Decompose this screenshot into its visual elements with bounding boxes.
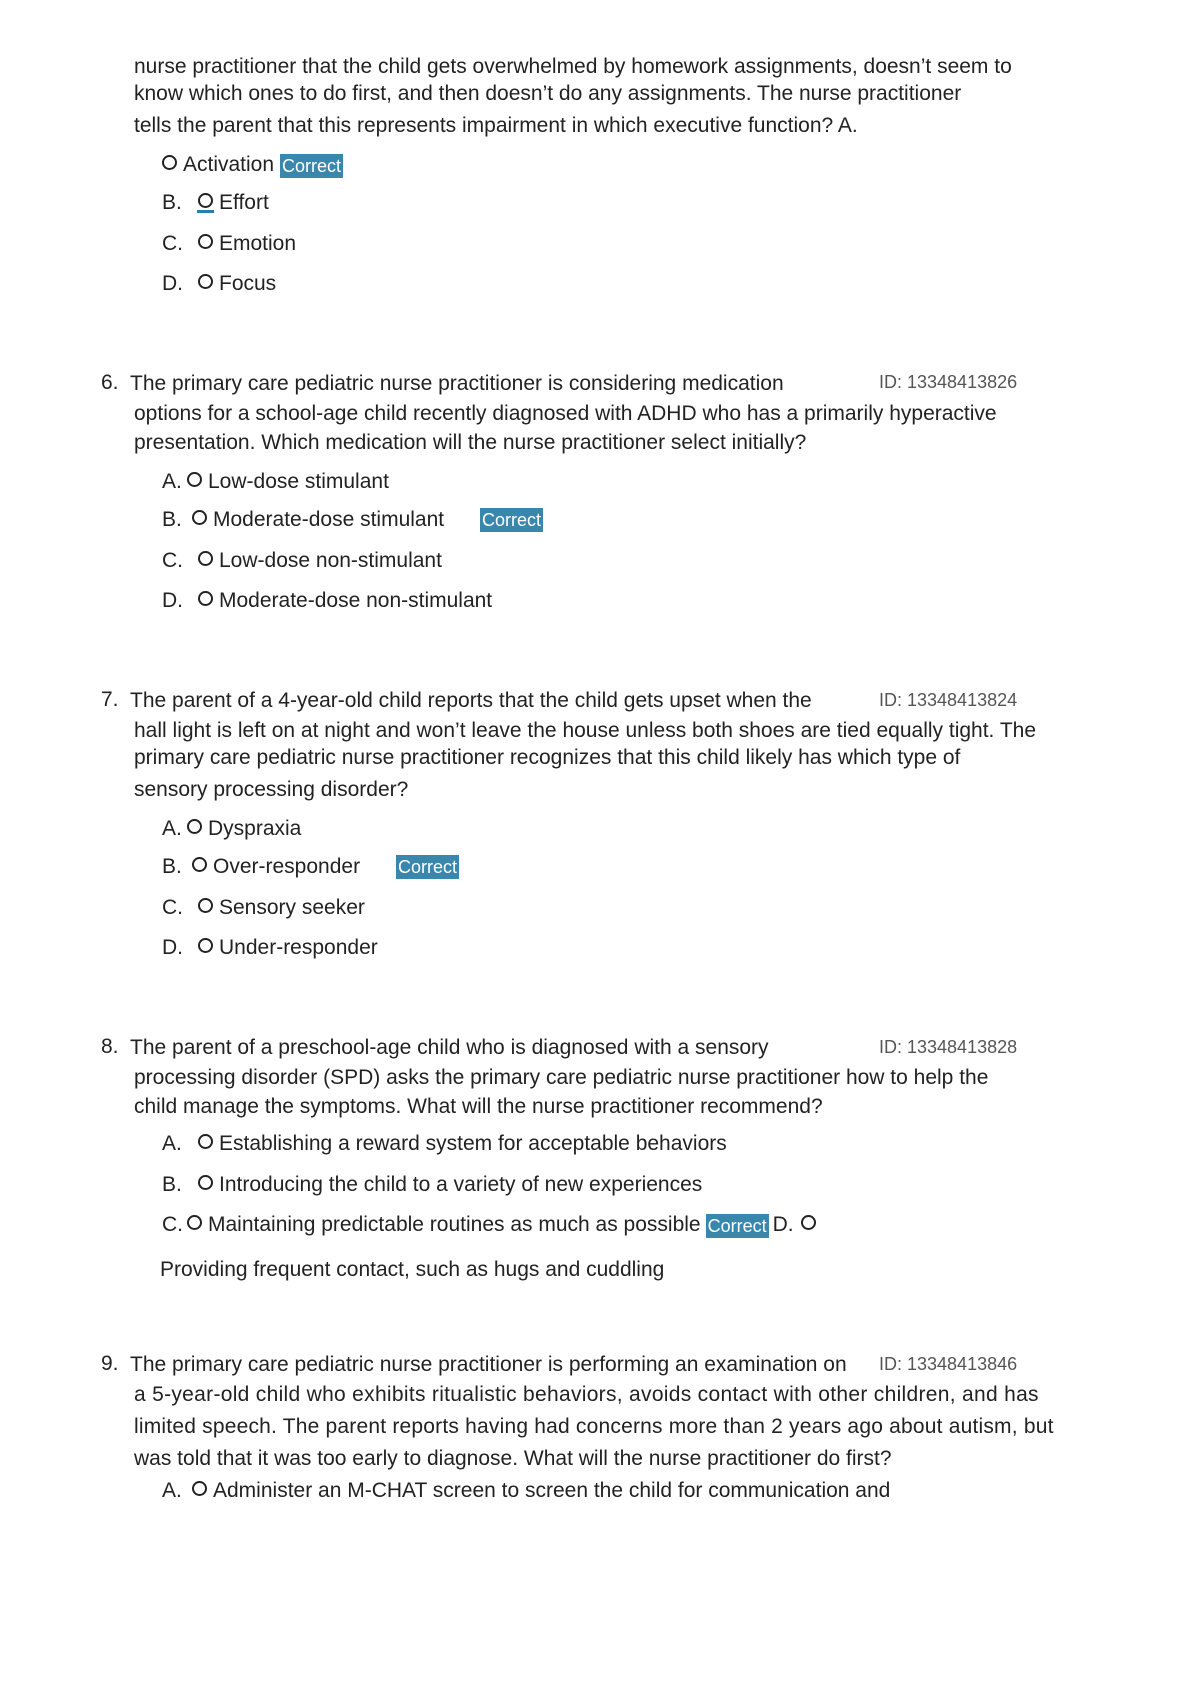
radio-icon[interactable]: [198, 551, 213, 566]
radio-icon[interactable]: [192, 510, 207, 525]
question-6-line-3: presentation. Which medication will the nurse practitioner select initially?: [134, 431, 807, 454]
question-6-line-2: options for a school-age child recently diagnosed with ADHD who has a primarily hyperactive: [134, 402, 997, 425]
question-8-option-c[interactable]: [162, 1212, 822, 1238]
question-8-option-a[interactable]: [162, 1131, 727, 1157]
question-number: 9.: [101, 1352, 119, 1375]
radio-icon[interactable]: [192, 1481, 207, 1496]
option-letter: C.: [162, 232, 183, 255]
question-8-option-d-text[interactable]: Providing frequent contact, such as hugs and cuddling: [160, 1258, 665, 1281]
question-8-line-2: processing disorder (SPD) asks the primary care pediatric nurse practitioner how to help the: [134, 1066, 989, 1089]
question-9-line-3: limited speech. The parent reports having had concerns more than 2 years ago about autism, but: [134, 1415, 1054, 1438]
option-letter: B.: [162, 191, 182, 214]
radio-icon[interactable]: [198, 193, 213, 208]
question-5-line-1: nurse practitioner that the child gets overwhelmed by homework assignments, doesn’t seem to: [134, 55, 1012, 78]
correct-badge: Correct: [482, 510, 542, 530]
option-text: Emotion: [219, 232, 297, 255]
question-id: ID: 13348413828: [879, 1037, 1018, 1057]
question-9-line-4: was told that it was too early to diagnose. What will the nurse practitioner do first?: [134, 1447, 892, 1470]
option-text: Maintaining predictable routines as much as possible: [208, 1213, 701, 1236]
question-6-option-b[interactable]: [162, 507, 444, 533]
option-letter: D.: [162, 589, 183, 612]
radio-icon[interactable]: [187, 819, 202, 834]
option-letter: B.: [162, 855, 182, 878]
question-9-option-a[interactable]: [162, 1478, 890, 1504]
radio-icon[interactable]: [198, 938, 213, 953]
question-6-option-d[interactable]: [162, 588, 492, 614]
correct-badge-wrap: [480, 507, 543, 531]
option-letter: C.: [162, 896, 183, 919]
option-text: Over-responder: [213, 855, 361, 878]
option-letter: D.: [162, 272, 183, 295]
option-text: Establishing a reward system for acceptable behaviors: [219, 1132, 727, 1155]
question-id: ID: 13348413824: [879, 690, 1018, 710]
question-8-line-3: child manage the symptoms. What will the nurse practitioner recommend?: [134, 1095, 823, 1118]
question-id: ID: 13348413826: [879, 372, 1018, 392]
radio-icon[interactable]: [192, 857, 207, 872]
question-6-option-a[interactable]: [162, 469, 389, 495]
question-6-option-c[interactable]: [162, 548, 442, 574]
radio-icon[interactable]: [801, 1215, 816, 1230]
option-text: Moderate-dose stimulant: [213, 508, 445, 531]
option-text: Moderate-dose non-stimulant: [219, 589, 493, 612]
question-5-line-3: tells the parent that this represents impairment in which executive function? A.: [134, 114, 858, 137]
question-number: 7.: [101, 688, 119, 711]
option-text: Administer an M-CHAT screen to screen the child for communication and: [213, 1479, 891, 1502]
option-letter: B.: [162, 508, 182, 531]
option-text: Low-dose stimulant: [208, 470, 389, 493]
option-letter: A.: [162, 817, 182, 840]
question-7-option-a[interactable]: [162, 816, 301, 842]
option-letter: A.: [162, 470, 182, 493]
option-letter: B.: [162, 1173, 182, 1196]
question-9-line-2: a 5-year-old child who exhibits ritualistic behaviors, avoids contact with other children, and has: [134, 1383, 1039, 1406]
question-5-option-d[interactable]: [162, 271, 276, 297]
question-7-line-2: hall light is left on at night and won’t leave the house unless both shoes are tied equally tight. The: [134, 719, 1037, 742]
question-7-line-3: primary care pediatric nurse practitioner recognizes that this child likely has which type of: [134, 746, 961, 769]
option-letter: C.: [162, 549, 183, 572]
radio-icon[interactable]: [198, 591, 213, 606]
option-text: Activation: [183, 153, 275, 176]
radio-icon[interactable]: [187, 472, 202, 487]
option-text: Under-responder: [219, 936, 378, 959]
question-5-option-b[interactable]: [162, 190, 269, 216]
question-7-option-c[interactable]: [162, 895, 365, 921]
option-text: Dyspraxia: [208, 817, 302, 840]
option-letter: A.: [162, 1479, 182, 1502]
option-letter: D.: [162, 936, 183, 959]
question-8-option-b[interactable]: [162, 1172, 702, 1198]
correct-badge: Correct: [398, 857, 458, 877]
radio-icon[interactable]: [198, 898, 213, 913]
question-7-line-1: The parent of a 4-year-old child reports that the child gets upset when the: [130, 689, 812, 712]
question-7-option-d[interactable]: [162, 935, 378, 961]
question-5-line-2: know which ones to do first, and then doesn’t do any assignments. The nurse practitioner: [134, 82, 962, 105]
option-letter: D.: [772, 1213, 794, 1236]
option-text: Sensory seeker: [219, 896, 365, 919]
question-7-option-b[interactable]: [162, 854, 360, 880]
radio-icon[interactable]: [198, 1134, 213, 1149]
radio-icon[interactable]: [187, 1215, 202, 1230]
radio-icon[interactable]: [198, 234, 213, 249]
question-number: 6.: [101, 371, 119, 394]
question-8-line-1: The parent of a preschool-age child who is diagnosed with a sensory: [130, 1036, 769, 1059]
radio-icon[interactable]: [162, 155, 177, 170]
question-number: 8.: [101, 1035, 119, 1058]
option-text: Introducing the child to a variety of new experiences: [219, 1173, 703, 1196]
question-9-line-1: The primary care pediatric nurse practitioner is performing an examination on: [130, 1353, 847, 1376]
option-letter: C.: [162, 1213, 183, 1236]
correct-badge: Correct: [282, 156, 342, 176]
question-6-line-1: The primary care pediatric nurse practitioner is considering medication: [130, 372, 784, 395]
option-text: Effort: [219, 191, 269, 214]
option-letter: A.: [162, 1132, 182, 1155]
correct-badge-wrap: [396, 854, 459, 878]
question-7-line-4: sensory processing disorder?: [134, 778, 409, 801]
option-text: Low-dose non-stimulant: [219, 549, 442, 572]
option-text: Focus: [219, 272, 277, 295]
correct-badge: Correct: [707, 1216, 767, 1236]
question-id: ID: 13348413846: [879, 1354, 1018, 1374]
radio-icon[interactable]: [198, 1175, 213, 1190]
question-5-option-c[interactable]: [162, 231, 296, 257]
radio-icon[interactable]: [198, 274, 213, 289]
question-5-option-a[interactable]: [162, 152, 343, 178]
